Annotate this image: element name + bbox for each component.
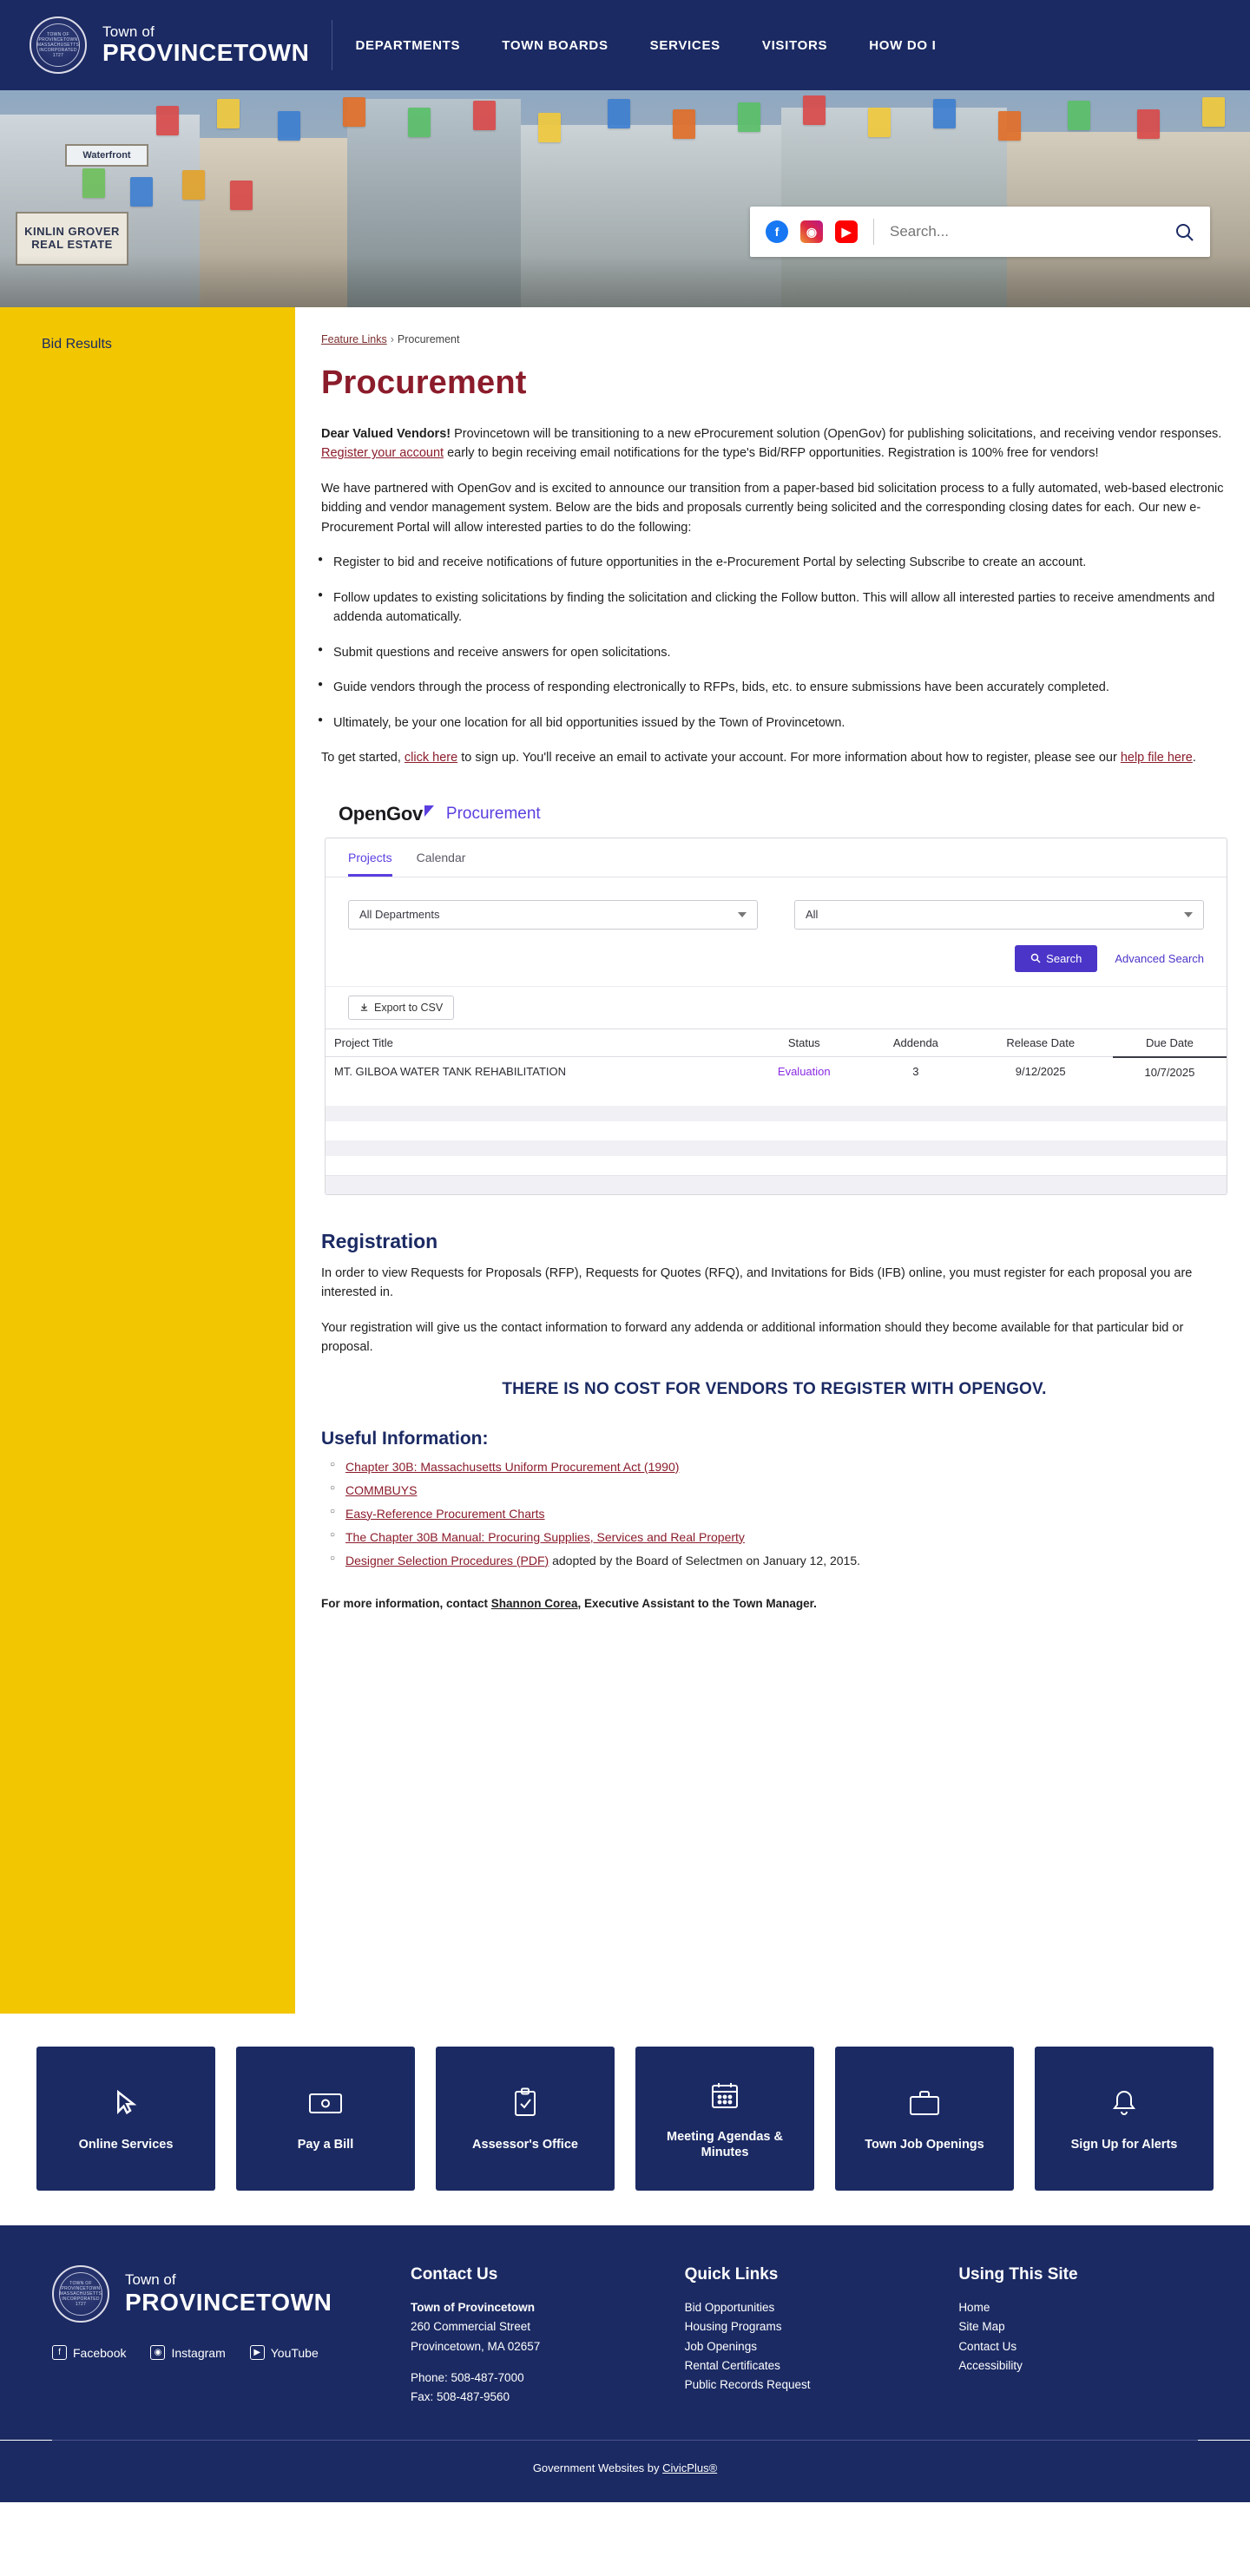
useful-link-procurement-charts[interactable]: Easy-Reference Procurement Charts — [345, 1506, 545, 1521]
export-csv-label: Export to CSV — [374, 1001, 444, 1014]
download-icon — [359, 1002, 369, 1012]
get-started-paragraph — [321, 748, 1227, 767]
list-item — [345, 1460, 1227, 1474]
bill-icon — [308, 2085, 343, 2121]
type-select-value: All — [806, 908, 819, 922]
list-item: ● Ultimately, be your one location for all bid opportunities issued by the Town of Provincetown. — [321, 713, 1227, 733]
no-cost-callout: THERE IS NO COST FOR VENDORS TO REGISTER WITH OPENGOV. — [502, 1379, 1047, 1398]
table-header-row — [326, 1028, 1227, 1057]
card-meeting-agendas[interactable] — [635, 2047, 814, 2191]
footer-contact-phone: Phone: 508-487-7000 — [410, 2370, 524, 2384]
departments-select-value: All Departments — [359, 908, 440, 922]
opengov-search-label: Search — [1046, 951, 1082, 965]
footer-facebook-link[interactable] — [52, 2345, 126, 2360]
card-label: Meeting Agendas & Minutes — [666, 2129, 783, 2159]
intro-bold: Dear Valued Vendors! — [321, 427, 451, 441]
opengov-tabs — [326, 838, 1227, 877]
opengov-filters — [326, 877, 1227, 930]
opengov-actions — [326, 930, 1227, 986]
table-row[interactable] — [326, 1057, 1227, 1087]
footer-instagram-label: Instagram — [171, 2345, 226, 2360]
quick-action-cards — [0, 2014, 1250, 2225]
contact-prefix: For more information, contact — [321, 1596, 491, 1610]
sidebar-item-bid-results[interactable]: Bid Results — [42, 337, 112, 352]
cell-addenda: 3 — [912, 1065, 919, 1079]
footer-contact-heading: Contact Us — [410, 2265, 498, 2284]
embed-horizontal-scrollbar[interactable] — [326, 1175, 1227, 1194]
useful-information-heading: Useful Information: — [321, 1428, 489, 1449]
opengov-logo-text: OpenGov — [339, 802, 423, 825]
search-icon — [1030, 953, 1041, 963]
click-here-link[interactable]: click here — [404, 751, 458, 766]
registration-heading: Registration — [321, 1229, 438, 1252]
useful-link-chapter-30b-manual[interactable]: The Chapter 30B Manual: Procuring Supplies, Services and Real Property — [345, 1529, 745, 1544]
list-item: ● Register to bid and receive notifications of future opportunities in the e-Procurement Portal by selecting Subscribe to create an account. — [321, 553, 1227, 572]
footer-instagram-link[interactable] — [150, 2345, 225, 2360]
brand-big-label: PROVINCETOWN — [102, 39, 310, 67]
table-row — [326, 1121, 1227, 1140]
primary-nav — [355, 38, 936, 53]
opengov-header — [325, 798, 1227, 838]
hero-sign-kinlin-grover: KINLIN GROVER REAL ESTATE — [16, 212, 128, 266]
card-label: Online Services — [78, 2137, 174, 2152]
hero-flags-decoration — [0, 90, 1250, 220]
instagram-icon: ◉ — [150, 2345, 165, 2360]
site-header — [0, 0, 1250, 90]
column-status[interactable]: Status — [745, 1028, 863, 1057]
registration-paragraph-2: Your registration will give us the contact information to forward any addenda or additional information should they become available for that particular bid or proposal. — [321, 1320, 1184, 1355]
page-title: Procurement — [321, 365, 527, 401]
footer-social-links — [52, 2345, 376, 2360]
search-submit-button[interactable] — [1158, 207, 1210, 257]
town-seal-text: TOWN OF PROVINCETOWN MASSACHUSETTS INCORPORATED 1727 — [36, 23, 80, 67]
cell-release-date: 9/12/2025 — [1015, 1065, 1066, 1079]
useful-link-designer-selection[interactable]: Designer Selection Procedures (PDF) — [345, 1553, 549, 1567]
bell-icon — [1111, 2085, 1137, 2121]
footer-using-site-heading: Using This Site — [958, 2265, 1078, 2284]
card-pay-a-bill[interactable] — [236, 2047, 415, 2191]
brand-small-label: Town of — [102, 23, 155, 41]
column-addenda[interactable]: Addenda — [863, 1028, 968, 1057]
intro-paragraph — [321, 424, 1227, 463]
opengov-export-row — [326, 986, 1227, 1028]
card-online-services[interactable] — [36, 2047, 215, 2191]
footer-brand-block — [52, 2265, 376, 2407]
column-release-date[interactable]: Release Date — [969, 1028, 1113, 1057]
get-started-text-3: . — [1192, 751, 1196, 766]
card-label: Town Job Openings — [865, 2137, 984, 2152]
table-row — [326, 1156, 1227, 1175]
breadcrumb-link-feature-links[interactable]: Feature Links — [321, 333, 387, 345]
footer-link-home[interactable]: Home — [958, 2301, 990, 2314]
footer-link-accessibility[interactable]: Accessibility — [958, 2358, 1023, 2372]
cell-status: Evaluation — [777, 1065, 831, 1079]
designer-selection-suffix: adopted by the Board of Selectmen on January 12, 2015. — [549, 1553, 861, 1567]
export-csv-button[interactable] — [348, 996, 454, 1020]
briefcase-icon — [908, 2085, 941, 2121]
town-seal-text: TOWN OF PROVINCETOWN MASSACHUSETTS INCORPORATED 1727 — [59, 2272, 102, 2316]
footer-contact-org: Town of Provincetown — [410, 2301, 535, 2314]
type-select[interactable] — [794, 900, 1204, 930]
search-bar — [750, 207, 1210, 257]
useful-link-commbuys[interactable]: COMMBUYS — [345, 1482, 418, 1497]
list-item — [345, 1483, 1227, 1497]
breadcrumb-separator: › — [390, 333, 394, 345]
table-row — [326, 1106, 1227, 1121]
footer-quick-links-heading: Quick Links — [684, 2265, 779, 2284]
list-item — [345, 1507, 1227, 1521]
table-row — [326, 1140, 1227, 1156]
footer-brand[interactable] — [52, 2265, 376, 2323]
registration-paragraph-1: In order to view Requests for Proposals (RFP), Requests for Quotes (RFQ), and Invitations for Bids (IFB) online, you must register for each proposal you are interested in. — [321, 1265, 1193, 1300]
card-sign-up-for-alerts[interactable] — [1035, 2047, 1214, 2191]
card-label: Sign Up for Alerts — [1070, 2137, 1178, 2152]
useful-links-list — [345, 1460, 1227, 1567]
opengov-search-button[interactable] — [1015, 945, 1097, 972]
chevron-down-icon — [738, 912, 747, 917]
advanced-search-link[interactable]: Advanced Search — [1115, 951, 1204, 965]
youtube-icon: ▶ — [250, 2345, 265, 2360]
get-started-text-2: to sign up. You'll receive an email to activate your account. For more information about how to register, please see our — [457, 751, 1121, 766]
instagram-icon[interactable]: ◉ — [800, 220, 823, 243]
facebook-icon[interactable]: f — [766, 220, 788, 243]
get-started-text-1: To get started, — [321, 751, 405, 766]
chevron-down-icon — [1184, 912, 1193, 917]
list-item: ● Guide vendors through the process of responding electronically to RFPs, bids, etc. to ensure submissions have been accurately completed. — [321, 678, 1227, 697]
tab-projects[interactable]: Projects — [348, 851, 392, 877]
intro-text-2: early to begin receiving email notifications for the type's Bid/RFP opportunities. Registration is 100% free for vendors! — [444, 446, 1099, 461]
breadcrumb — [321, 333, 1227, 345]
help-file-link[interactable]: help file here — [1120, 751, 1193, 766]
town-seal-icon — [52, 2265, 109, 2323]
main-content — [295, 307, 1250, 2014]
copyright-prefix: Government Websites by — [532, 2461, 663, 2475]
footer-contact-fax: Fax: 508-487-9560 — [410, 2390, 510, 2404]
site-footer — [0, 2225, 1250, 2440]
youtube-icon[interactable]: ▶ — [835, 220, 858, 243]
footer-contact-citystate: Provincetown, MA 02657 — [410, 2339, 541, 2353]
opengov-panel — [325, 838, 1227, 1195]
column-due-date[interactable]: Due Date — [1113, 1028, 1227, 1057]
cell-due-date: 10/7/2025 — [1144, 1065, 1195, 1079]
footer-facebook-label: Facebook — [73, 2345, 127, 2360]
nav-item-town-boards[interactable]: TOWN BOARDS — [502, 37, 609, 53]
footer-link-job-openings[interactable]: Job Openings — [684, 2339, 757, 2353]
tab-calendar[interactable]: Calendar — [416, 850, 466, 864]
footer-youtube-label: YouTube — [270, 2345, 319, 2360]
footer-link-rental-certificates[interactable]: Rental Certificates — [684, 2358, 780, 2372]
clipboard-check-icon — [512, 2085, 538, 2121]
cell-project-title[interactable]: MT. GILBOA WATER TANK REHABILITATION — [334, 1065, 567, 1079]
opengov-logo — [339, 803, 434, 825]
opengov-triangle-icon — [424, 805, 434, 817]
footer-youtube-link[interactable] — [250, 2345, 319, 2360]
footer-link-public-records-request[interactable]: Public Records Request — [684, 2378, 811, 2392]
column-project-title[interactable]: Project Title — [326, 1028, 745, 1057]
footer-brand-small: Town of — [125, 2271, 176, 2288]
opengov-embed — [325, 798, 1227, 1195]
facebook-icon: f — [52, 2345, 67, 2360]
town-seal-icon — [30, 16, 87, 74]
footer-using-site-list — [958, 2298, 1198, 2376]
nav-item-visitors[interactable]: VISITORS — [761, 37, 828, 53]
list-item — [345, 1554, 1227, 1567]
footer-link-site-map[interactable]: Site Map — [958, 2320, 1005, 2334]
card-assessors-office[interactable] — [436, 2047, 615, 2191]
page-body — [0, 307, 1250, 2014]
list-item: ● Submit questions and receive answers for open solicitations. — [321, 643, 1227, 662]
search-input[interactable] — [874, 223, 1158, 240]
intro-text-1: Provincetown will be transitioning to a new eProcurement solution (OpenGov) for publishing solicitations, and receiving vendor responses. — [451, 427, 1222, 441]
nav-item-departments[interactable]: DEPARTMENTS — [355, 37, 461, 53]
card-town-job-openings[interactable] — [835, 2047, 1014, 2191]
contact-suffix: , Executive Assistant to the Town Manager. — [577, 1596, 817, 1610]
list-item: ● Follow updates to existing solicitations by finding the solicitation and clicking the Follow button. This will allow all interested parties to receive amendments and addenda automatically. — [321, 588, 1227, 628]
calendar-icon — [710, 2077, 740, 2113]
footer-link-contact-us[interactable]: Contact Us — [958, 2339, 1017, 2353]
opengov-product-label: Procurement — [445, 804, 541, 823]
contact-line — [321, 1597, 1227, 1610]
benefits-list — [321, 553, 1227, 733]
hero-sign-waterfront: Waterfront — [65, 144, 148, 167]
footer-quick-links-column — [685, 2265, 924, 2407]
nav-item-services[interactable]: SERVICES — [649, 37, 720, 53]
partnership-paragraph: We have partnered with OpenGov and is excited to announce our transition from a paper-based bid solicitation process to a fully automated, web-based electronic bidding and vendor management system. Below are the bids and proposals currently being solicited and the corresponding closing dates for each. Our new e-Procurement Portal will allow interested parties to do the following: — [321, 481, 1224, 535]
footer-using-site-column — [958, 2265, 1198, 2407]
civicplus-link[interactable]: CivicPlus® — [662, 2461, 718, 2475]
social-links-group — [750, 220, 873, 243]
footer-link-bid-opportunities[interactable]: Bid Opportunities — [684, 2301, 775, 2314]
departments-select[interactable] — [348, 900, 758, 930]
nav-item-how-do-i[interactable]: HOW DO I — [869, 37, 937, 53]
register-account-link[interactable]: Register your account — [321, 446, 444, 461]
cursor-icon — [113, 2085, 139, 2121]
card-label: Assessor's Office — [472, 2137, 578, 2152]
sidebar — [0, 307, 295, 2014]
footer-brand-big: PROVINCETOWN — [125, 2289, 332, 2316]
search-icon — [1174, 221, 1194, 242]
table-row — [326, 1087, 1227, 1106]
breadcrumb-current: Procurement — [397, 333, 460, 345]
footer-quick-links-list — [685, 2298, 924, 2395]
footer-contact-column — [411, 2265, 650, 2407]
footer-contact-street: 260 Commercial Street — [410, 2320, 531, 2334]
footer-link-housing-programs[interactable]: Housing Programs — [684, 2320, 782, 2334]
card-label: Pay a Bill — [297, 2137, 354, 2152]
solicitations-table — [326, 1028, 1227, 1175]
contact-person-link[interactable]: Shannon Corea — [490, 1596, 578, 1610]
site-brand[interactable] — [102, 24, 332, 65]
useful-link-chapter-30b-act[interactable]: Chapter 30B: Massachusetts Uniform Procurement Act (1990) — [345, 1459, 680, 1474]
footer-copyright — [0, 2441, 1250, 2502]
list-item — [345, 1530, 1227, 1544]
hero-banner — [0, 90, 1250, 307]
